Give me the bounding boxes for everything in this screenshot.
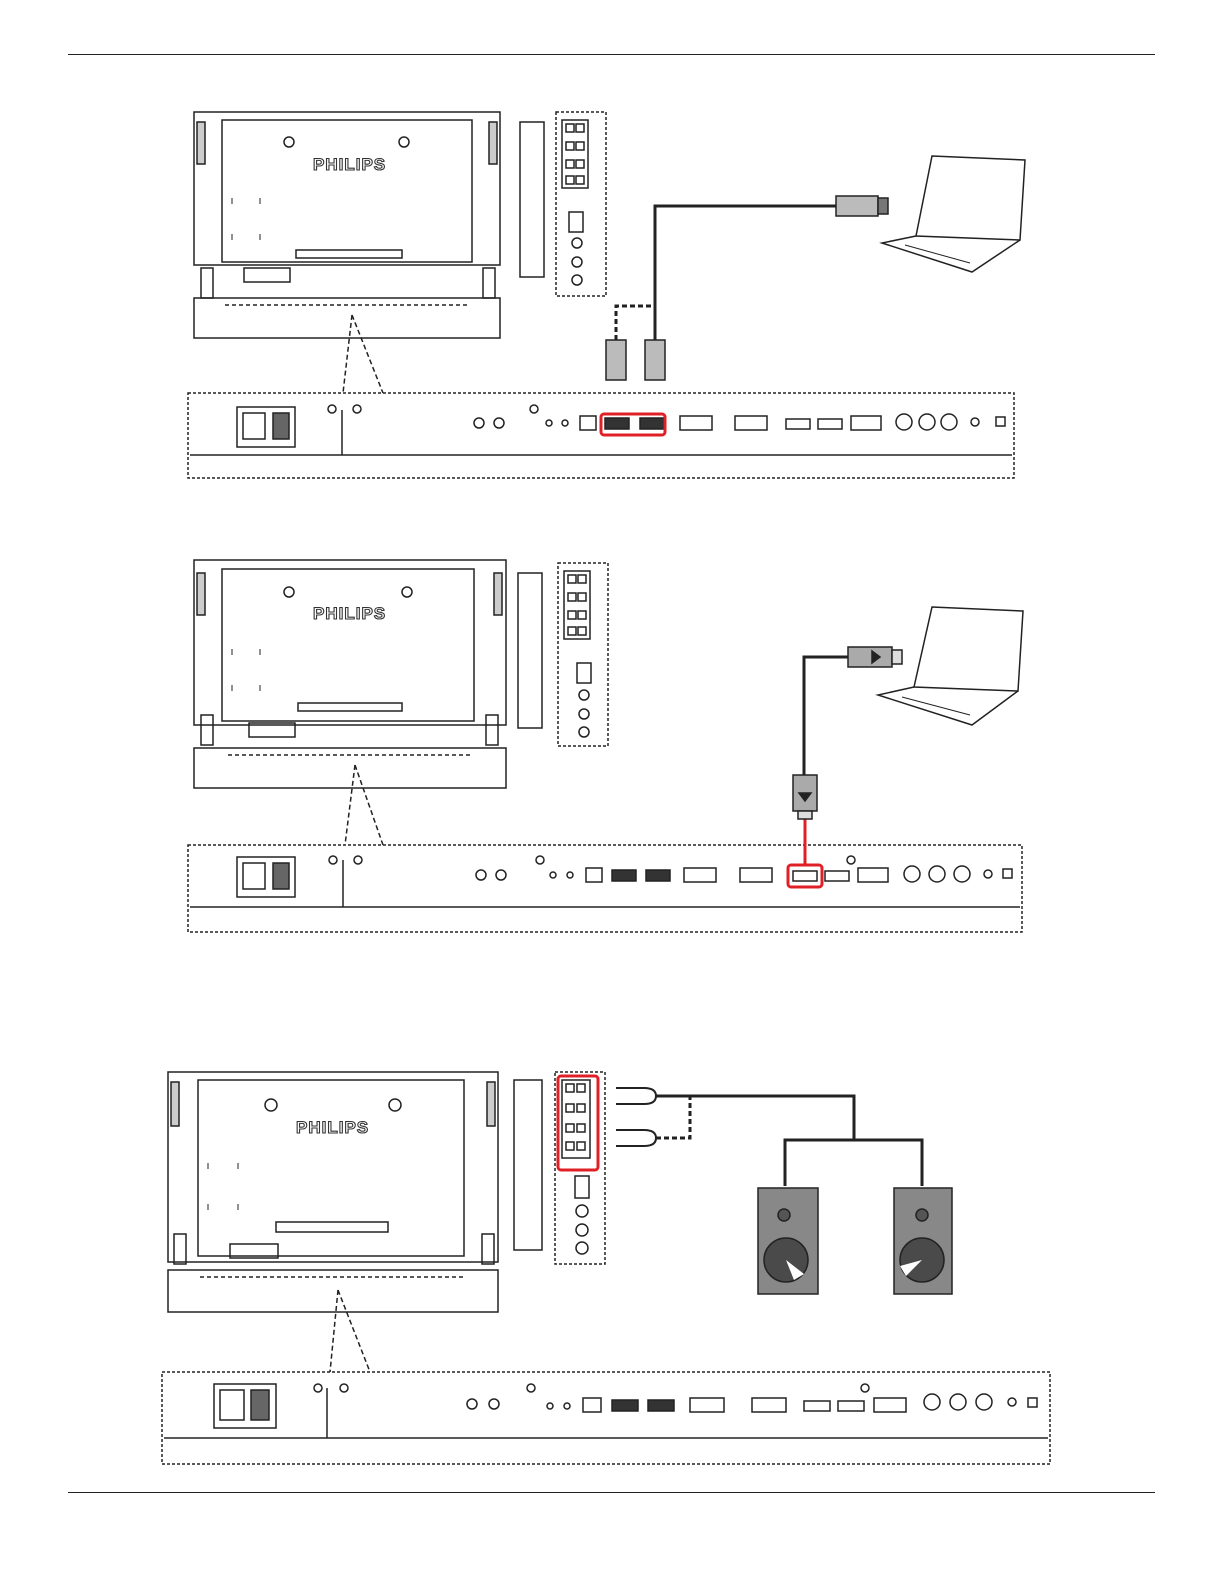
io-panel-expanded (188, 393, 1014, 478)
displayport-cable (793, 647, 902, 865)
laptop-icon (882, 156, 1025, 272)
io-panel-expanded (162, 1372, 1050, 1464)
diagram-displayport-connection (0, 555, 1225, 945)
hdmi-cable (606, 196, 888, 380)
philips-logo: PHILIPS (296, 1118, 370, 1137)
diagram-speaker-connection (0, 1068, 1225, 1478)
philips-logo: PHILIPS (313, 604, 387, 623)
highlight-speaker-terminals (558, 1076, 598, 1170)
io-panel-expanded (188, 845, 1022, 932)
speaker-right-icon (894, 1188, 952, 1294)
display-stand-base (194, 748, 506, 788)
header-rule (68, 54, 1155, 55)
display-rear-view (194, 112, 500, 298)
display-stand-base (194, 298, 500, 338)
footer-rule (68, 1492, 1155, 1493)
philips-logo: PHILIPS (313, 155, 387, 174)
speaker-wire (616, 1088, 922, 1186)
diagram-hdmi-connection (0, 100, 1225, 490)
display-rear-view (194, 560, 506, 745)
display-rear-view (168, 1072, 498, 1264)
display-side-panel (520, 112, 606, 296)
display-stand-base (168, 1270, 498, 1312)
laptop-icon (878, 607, 1023, 725)
display-side-panel (518, 563, 608, 746)
speaker-left-icon (758, 1188, 818, 1294)
